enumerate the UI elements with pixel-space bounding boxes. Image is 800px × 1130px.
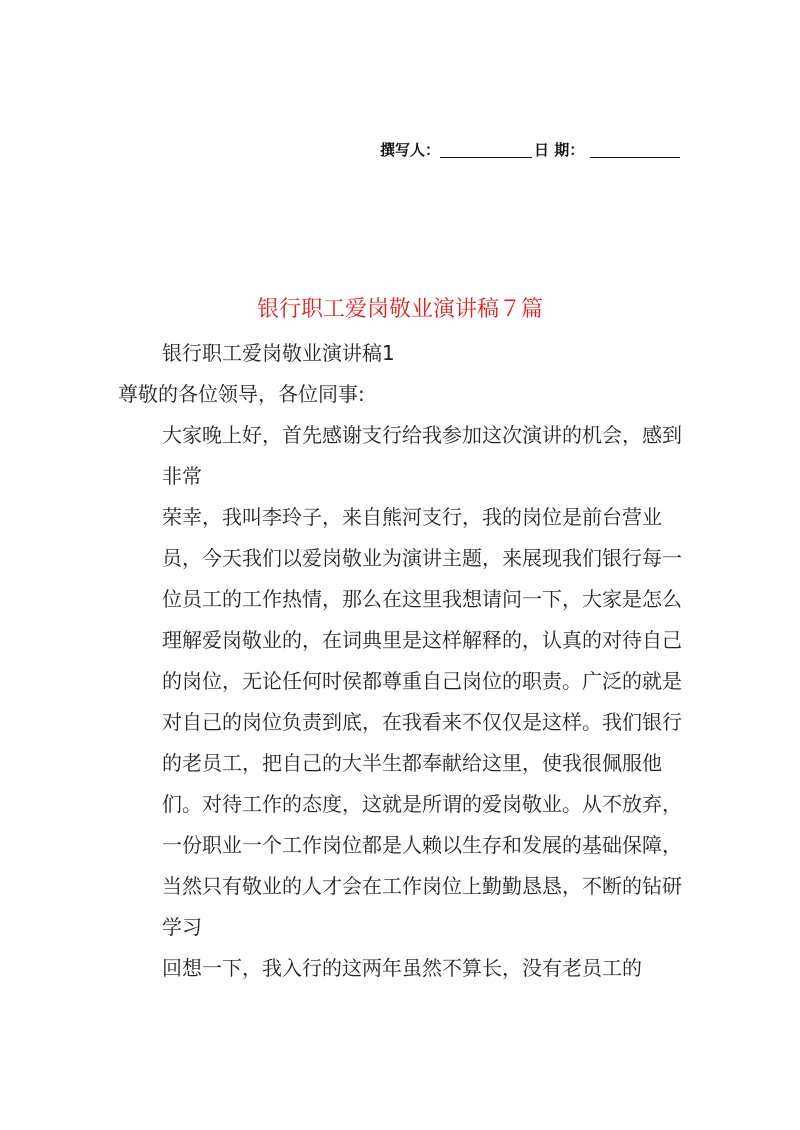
- document-header: [380, 137, 680, 161]
- document-title: 银行职工爱岗敬业演讲稿７篇: [256, 297, 543, 322]
- salutation: 尊敬的各位领导，各位同事:: [118, 382, 365, 406]
- author-blank-line: [440, 157, 532, 158]
- author-label: 撰写人：: [380, 141, 441, 159]
- body-paragraph: 荣幸，我叫李玲子，来自熊河支行，我的岗位是前台营业员，今天我们以爱岗敬业为演讲主题，来展现我们银行每一位员工的工作热情，那么在这里我想请问一下，大家是怎么理解爱岗敬业的，在词典里是这样解释的，认真的对待自己的岗位，无论任何时侯都尊重自己岗位的职责。广泛的就是对自己的岗位负责到底，在我看来不仅仅是这样。我们银行的老员工，把自己的大半生都奉献给这里，使我很佩服他们。对待工作的态度，这就是所谓的爱岗敬业。从不放弃，一份职业一个工作岗位都是人赖以生存和发展的基础保障，当然只有敬业的人才会在工作岗位上勤勤恳恳，不断的钻研学习: [162, 505, 682, 939]
- date-blank-line: [590, 157, 680, 158]
- date-label: 日 期：: [534, 141, 585, 159]
- body-paragraph: 大家晚上好，首先感谢支行给我参加这次演讲的机会，感到非常: [162, 423, 682, 488]
- speech-heading: 银行职工爱岗敬业演讲稿1: [162, 341, 395, 365]
- body-paragraph: 回想一下，我入行的这两年虽然不算长，没有老员工的: [162, 956, 642, 980]
- document-body: [118, 333, 688, 989]
